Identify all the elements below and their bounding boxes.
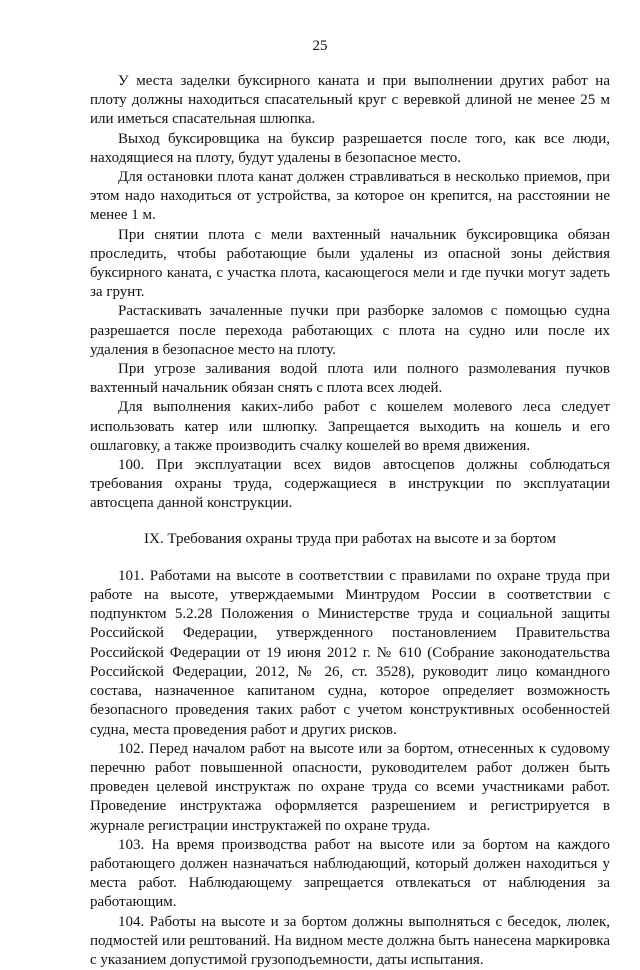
- page-number: 25: [312, 38, 328, 54]
- paragraph: При угрозе заливания водой плота или полного размолевания пучков вахтенный начальник обязан снять с плота всех людей.: [90, 361, 610, 397]
- paragraph: При снятии плота с мели вахтенный начальник буксировщика обязан проследить, чтобы работающие были удалены из опасной зоны действия буксирного каната, с участка плота, касающегося мели и где пучки могут задеть за грунт.: [90, 226, 610, 301]
- paragraph: Для выполнения каких-либо работ с кошелем молевого леса следует использовать катер или шлюпку. Запрещается выходить на кошель и его ошлаговку, а также производить счалку кошелей во время движения.: [90, 399, 610, 454]
- paragraph-102: 102. Перед началом работ на высоте или за бортом, отнесенных к судовому перечню работ повышенной опасности, руководителем работ должен быть проведен целевой инструктаж по охране труда со всеми участниками работ. Проведение инструктажа оформляется разрешением и регистрируется в журнале регистрации инструктажей по охране труда.: [90, 740, 610, 834]
- section-heading: IX. Требования охраны труда при работах на высоте и за бортом: [144, 530, 556, 547]
- paragraph: Растаскивать зачаленные пучки при разборке заломов с помощью судна разрешается после перехода работающих с плота на судно или после их удаления в безопасное место на плоту.: [90, 303, 610, 358]
- paragraph-104: 104. Работы на высоте и за бортом должны выполняться с беседок, люлек, подмостей или рештований. На видном месте должна быть нанесена маркировка с указанием допустимой грузоподъемности, даты испытания.: [90, 913, 610, 968]
- document-body: [90, 72, 610, 970]
- paragraph: У места заделки буксирного каната и при выполнении других работ на плоту должны находиться спасательный круг с веревкой длиной не менее 25 м или иметься спасательная шлюпка.: [90, 73, 610, 128]
- paragraph: Выход буксировщика на буксир разрешается после того, как все люди, находящиеся на плоту, будут удалены в безопасное место.: [90, 130, 610, 166]
- paragraph-100: 100. При эксплуатации всех видов автосцепов должны соблюдаться требования охраны труда, содержащиеся в инструкции по эксплуатации автосцепа данной конструкции.: [90, 457, 610, 512]
- paragraph-103: 103. На время производства работ на высоте или за бортом на каждого работающего должен назначаться наблюдающий, который должен находиться у места работ. Наблюдающему запрещается отвлекаться от наблюдения за работающим.: [90, 836, 610, 911]
- paragraph: Для остановки плота канат должен стравливаться в несколько приемов, при этом надо находиться от устройства, за которое он крепится, на расстоянии не менее 1 м.: [90, 169, 610, 224]
- paragraph-101: 101. Работами на высоте в соответствии с правилами по охране труда при работе на высоте, утверждаемыми Минтрудом России в соответствии с подпунктом 5.2.28 Положения о Министерстве труда и социальной защиты Российской Федерации, утвержденного постановлением Правительства Российской Федерации от 19 июня 2012 г. № 610 (Собрание законодательства Российской Федерации, 2012, № 26, ст. 3528), руководит лицо командного состава, назначенное капитаном судна, которое определяет возможность безопасного проведения таких работ с учетом конструктивных особенностей судна, места проведения работ и других рисков.: [90, 567, 610, 738]
